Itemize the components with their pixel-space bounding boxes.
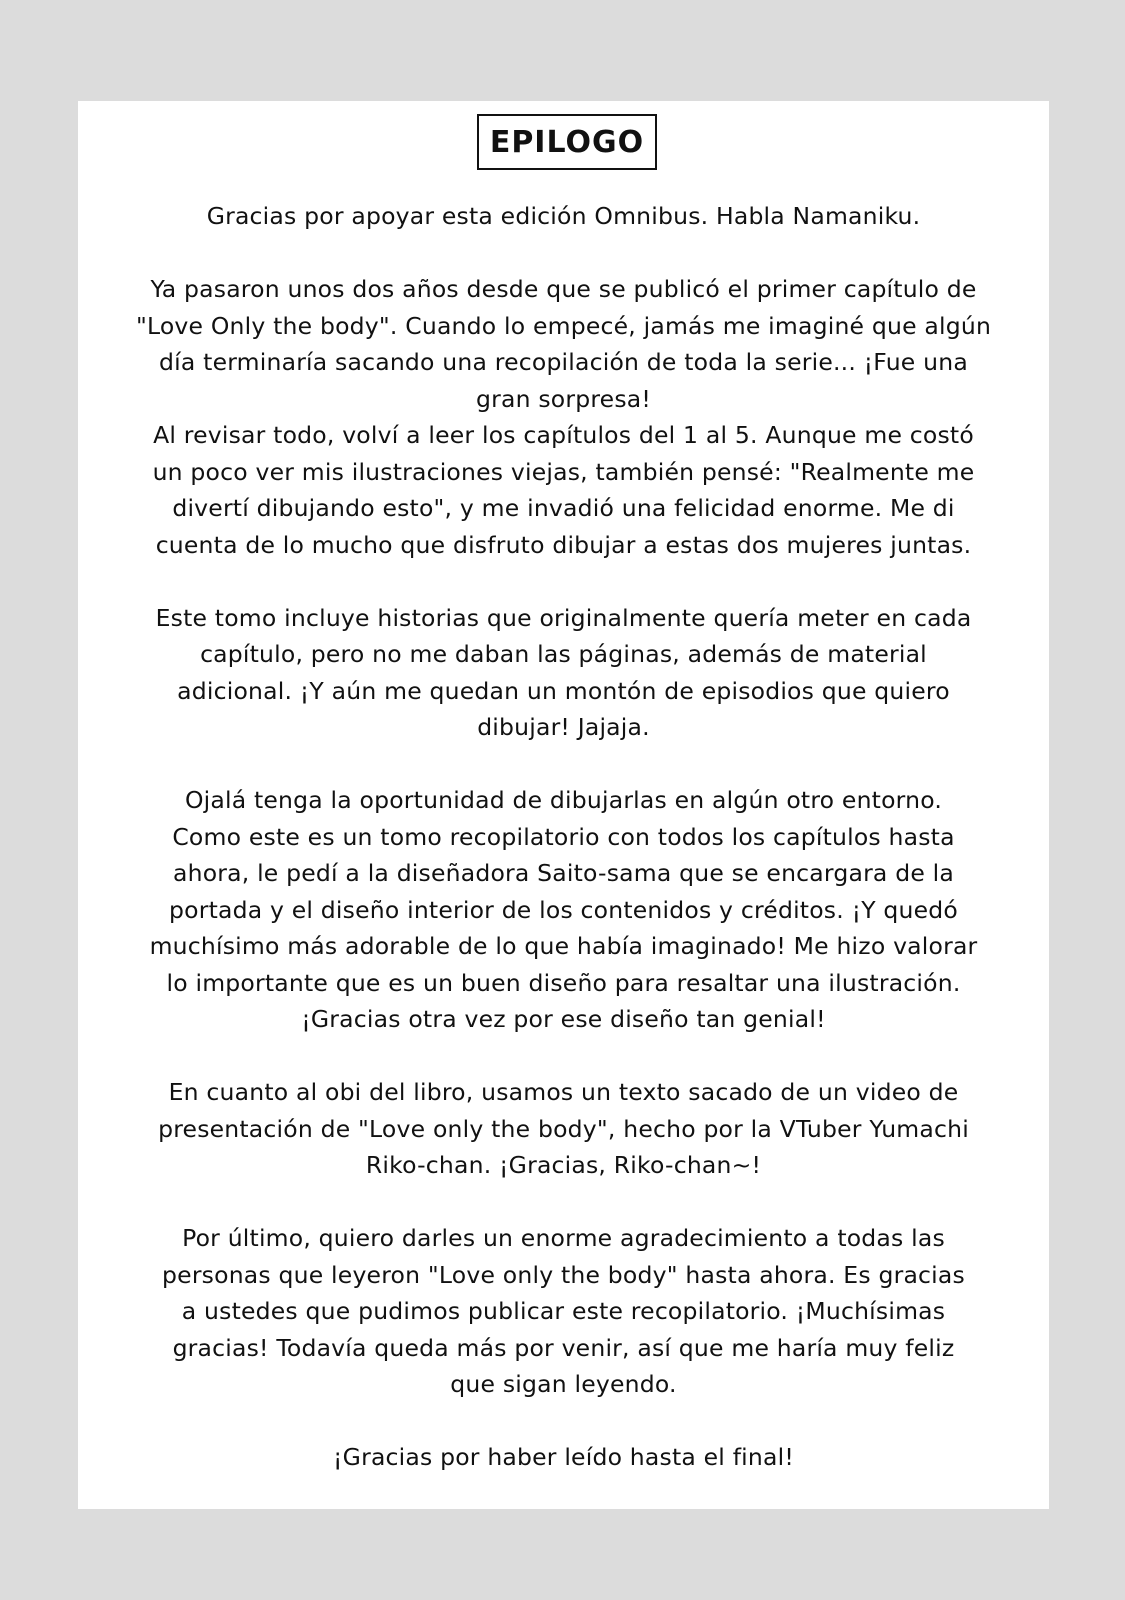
text-line: Ojalá tenga la oportunidad de dibujarlas en algún otro entorno. (184, 786, 943, 814)
text-line: gracias! Todavía queda más por venir, así que me haría muy feliz (172, 1333, 955, 1362)
text-line: "Love Only the body". Cuando lo empecé, jamás me imaginé que algún (135, 311, 992, 340)
text-line: a ustedes que pudimos publicar este recopilatorio. ¡Muchísimas (181, 1297, 946, 1325)
paragraph (78, 1220, 1049, 1403)
text-line: que sigan leyendo. (450, 1370, 677, 1398)
paragraph (78, 271, 1049, 563)
text-line: En cuanto al obi del libro, usamos un texto sacado de un video de (168, 1078, 959, 1106)
text-line: portada y el diseño interior de los contenidos y créditos. ¡Y quedó (169, 895, 958, 924)
text-line: día terminaría sacando una recopilación de toda la serie... ¡Fue una (159, 348, 968, 376)
text-line: Riko-chan. ¡Gracias, Riko-chan~! (365, 1151, 762, 1179)
paragraph (78, 1074, 1049, 1184)
text-line: cuenta de lo mucho que disfruto dibujar a estas dos mujeres juntas. (155, 530, 972, 559)
text-line: Al revisar todo, volví a leer los capítulos del 1 al 5. Aunque me costó (153, 421, 974, 449)
text-line: lo importante que es un buen diseño para resaltar una ilustración. (166, 968, 961, 997)
text-line: Como este es un tomo recopilatorio con todos los capítulos hasta (172, 822, 955, 851)
epilogue-page (78, 101, 1049, 1509)
text-line: Ya pasaron unos dos años desde que se publicó el primer capítulo de (150, 275, 977, 303)
paragraph (78, 198, 1049, 235)
text-line: gran sorpresa! (475, 384, 651, 413)
text-line: ¡Gracias otra vez por ese diseño tan genial! (301, 1005, 826, 1033)
text-line: un poco ver mis ilustraciones viejas, también pensé: "Realmente me (152, 457, 975, 486)
text-line: Por último, quiero darles un enorme agradecimiento a todas las (182, 1224, 945, 1252)
text-line: ¡Gracias por haber leído hasta el final! (333, 1443, 794, 1471)
text-line: presentación de "Love only the body", hecho por la VTuber Yumachi (158, 1114, 969, 1143)
text-line: dibujar! Jajaja. (477, 713, 650, 741)
text-line: capítulo, pero no me daban las páginas, además de material (200, 640, 927, 668)
paragraph (78, 600, 1049, 746)
text-line: muchísimo más adorable de lo que había imaginado! Me hizo valorar (149, 932, 978, 960)
epilogue-body (78, 198, 1049, 1476)
paragraph (78, 782, 1049, 1038)
paragraph (78, 1439, 1049, 1476)
text-line: ahora, le pedí a la diseñadora Saito-sama que se encargara de la (173, 859, 954, 887)
text-line: divertí dibujando esto", y me invadió una felicidad enorme. Me di (172, 494, 955, 522)
page-title: EPILOGO (489, 124, 645, 160)
text-line: adicional. ¡Y aún me quedan un montón de episodios que quiero (177, 676, 950, 705)
text-line: Gracias por apoyar esta edición Omnibus. Habla Namaniku. (206, 202, 921, 230)
title-box (477, 114, 657, 170)
text-line: personas que leyeron "Love only the body" hasta ahora. Es gracias (162, 1260, 965, 1289)
text-line: Este tomo incluye historias que originalmente quería meter en cada (155, 603, 972, 632)
